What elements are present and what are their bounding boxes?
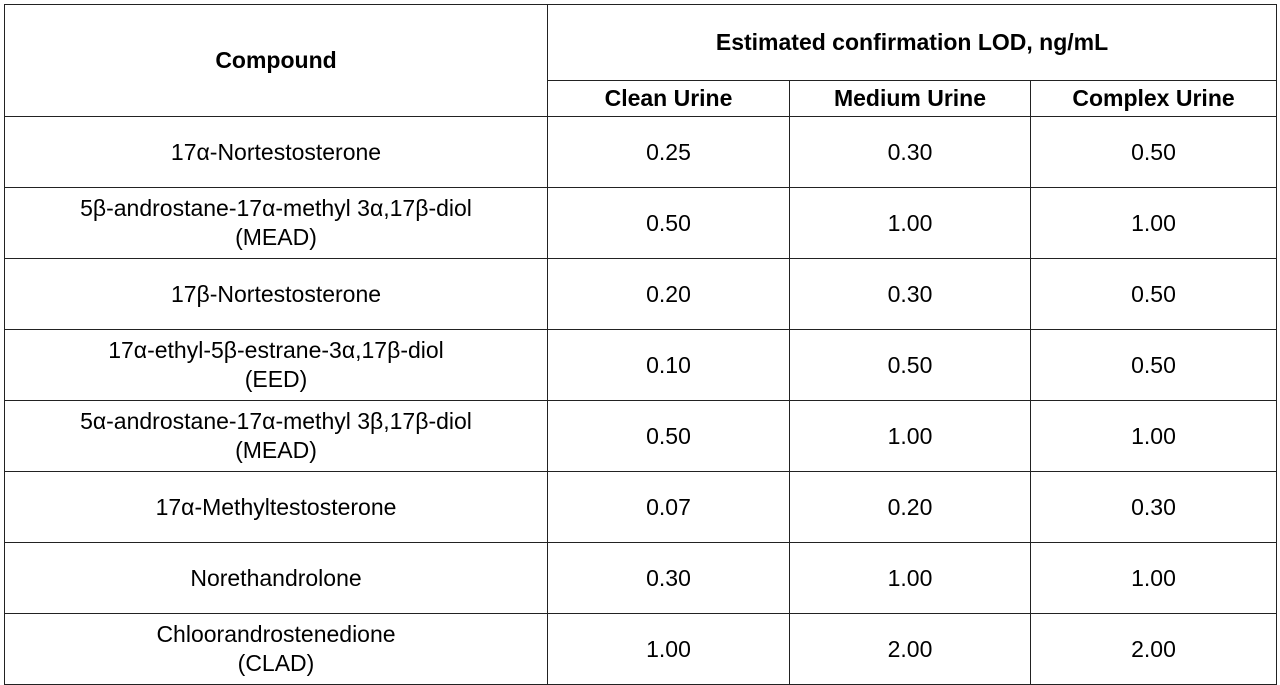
compound-name: 17β-Nortestosterone — [170, 280, 382, 307]
compound-name: Chloorandrostenedione — [156, 621, 396, 647]
compound-abbreviation: (CLAD) — [237, 650, 315, 676]
complex-urine-cell: 0.50 — [1031, 259, 1277, 330]
clean-urine-header: Clean Urine — [548, 81, 790, 117]
complex-urine-cell: 1.00 — [1031, 543, 1277, 614]
clean-urine-cell: 0.20 — [548, 259, 790, 330]
table-row — [5, 188, 1277, 259]
complex-urine-cell: 0.50 — [1031, 330, 1277, 401]
compound-abbreviation: (MEAD) — [235, 437, 317, 463]
compound-name: 17α-ethyl-5β-estrane-3α,17β-diol — [108, 337, 444, 363]
compound-abbreviation: (MEAD) — [235, 224, 317, 250]
compound-header: Compound — [5, 5, 548, 117]
complex-urine-header: Complex Urine — [1031, 81, 1277, 117]
complex-urine-cell: 1.00 — [1031, 401, 1277, 472]
medium-urine-header: Medium Urine — [790, 81, 1031, 117]
complex-urine-cell: 2.00 — [1031, 614, 1277, 685]
medium-urine-cell: 0.20 — [790, 472, 1031, 543]
header-row-group — [5, 5, 1277, 81]
medium-urine-cell: 0.50 — [790, 330, 1031, 401]
clean-urine-cell: 0.50 — [548, 401, 790, 472]
table-row — [5, 401, 1277, 472]
compound-cell — [5, 188, 548, 259]
lod-table — [4, 4, 1277, 685]
compound-name: 5α-androstane-17α-methyl 3β,17β-diol — [80, 408, 472, 434]
compound-name: 17α-Nortestosterone — [170, 138, 382, 165]
compound-name: Norethandrolone — [190, 564, 362, 591]
complex-urine-cell: 0.30 — [1031, 472, 1277, 543]
table-row — [5, 259, 1277, 330]
medium-urine-cell: 1.00 — [790, 188, 1031, 259]
clean-urine-cell: 0.07 — [548, 472, 790, 543]
medium-urine-cell: 0.30 — [790, 117, 1031, 188]
complex-urine-cell: 0.50 — [1031, 117, 1277, 188]
table-row — [5, 614, 1277, 685]
compound-cell — [5, 401, 548, 472]
compound-cell — [5, 614, 548, 685]
clean-urine-cell: 0.25 — [548, 117, 790, 188]
table-row — [5, 472, 1277, 543]
compound-cell — [5, 259, 548, 330]
complex-urine-cell: 1.00 — [1031, 188, 1277, 259]
table-row — [5, 543, 1277, 614]
compound-cell — [5, 543, 548, 614]
compound-name: 17α-Methyltestosterone — [155, 493, 397, 520]
table-row — [5, 330, 1277, 401]
clean-urine-cell: 0.50 — [548, 188, 790, 259]
compound-name: 5β-androstane-17α-methyl 3α,17β-diol — [80, 195, 472, 221]
medium-urine-cell: 1.00 — [790, 401, 1031, 472]
clean-urine-cell: 0.30 — [548, 543, 790, 614]
lod-group-header: Estimated confirmation LOD, ng/mL — [548, 5, 1277, 81]
table-row — [5, 117, 1277, 188]
compound-cell — [5, 330, 548, 401]
clean-urine-cell: 0.10 — [548, 330, 790, 401]
compound-cell — [5, 117, 548, 188]
medium-urine-cell: 2.00 — [790, 614, 1031, 685]
medium-urine-cell: 1.00 — [790, 543, 1031, 614]
medium-urine-cell: 0.30 — [790, 259, 1031, 330]
compound-abbreviation: (EED) — [244, 366, 308, 392]
compound-cell — [5, 472, 548, 543]
clean-urine-cell: 1.00 — [548, 614, 790, 685]
